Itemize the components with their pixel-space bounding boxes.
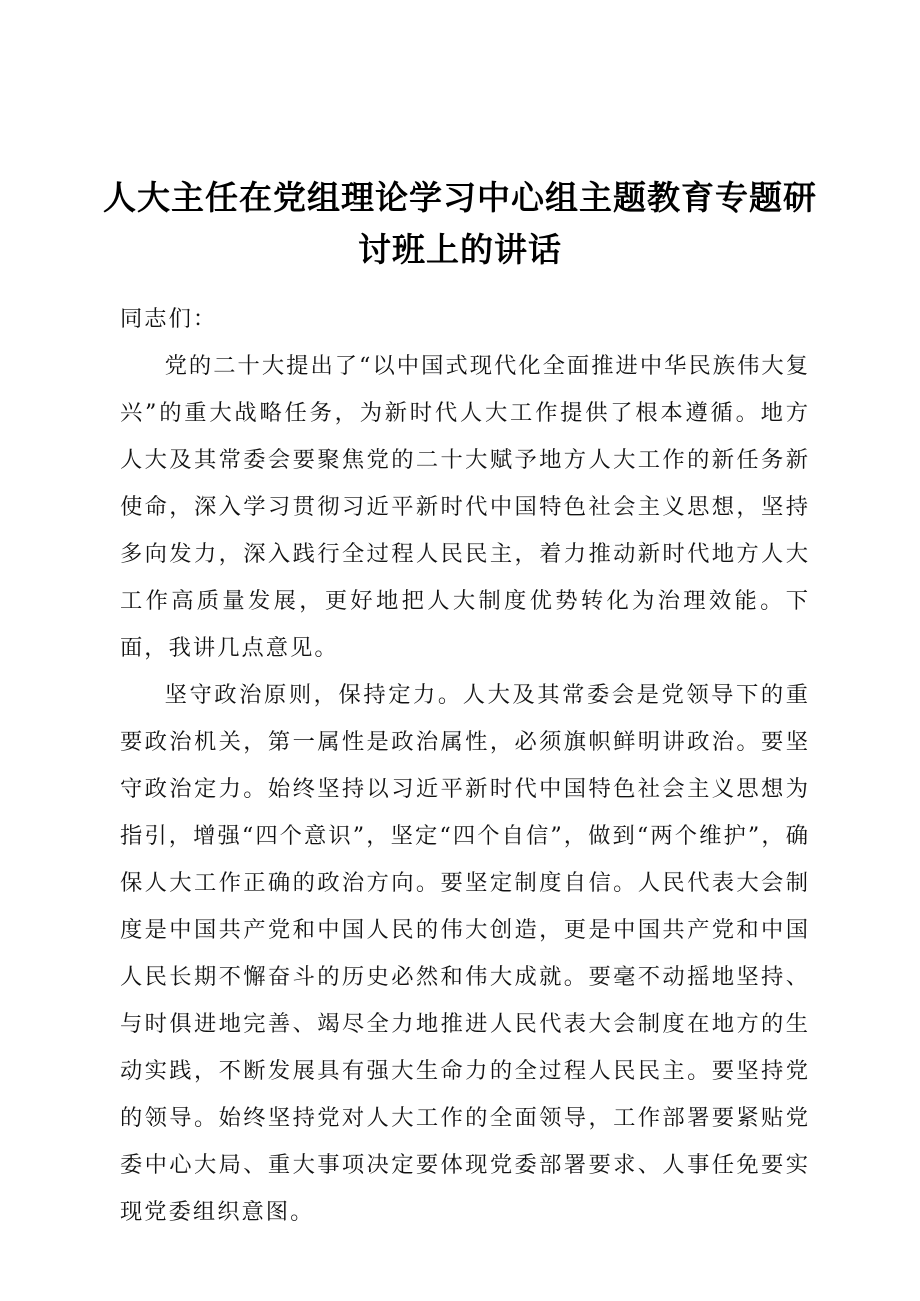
- salutation: 同志们：: [120, 306, 218, 332]
- paragraph-political-principles: 坚守政治原则，保持定力。人大及其常委会是党领导下的重要政治机关，第一属性是政治属性，必须旗帜鲜明讲政治。要坚守政治定力。始终坚持以习近平新时代中国特色社会主义思想为指引，增强“四个意识”，坚定“四个自信”，做到“两个维护”，确保人大工作正确的政治方向。要坚定制度自信。人民代表大会制度是中国共产党和中国人民的伟大创造，更是中国共产党和中国人民长期不懈奋斗的历史必然和伟大成就。要毫不动摇地坚持、与时俱进地完善、竭尽全力地推进人民代表大会制度在地方的生动实践，不断发展具有强大生命力的全过程人民民主。要坚持党的领导。始终坚持党对人大工作的全面领导，工作部署要紧贴党委中心大局、重大事项决定要体现党委部署要求、人事任免要实现党委组织意图。: [120, 682, 810, 1225]
- document-title: 人大主任在党组理论学习中心组主题教育专题研讨班上的讲话: [103, 178, 817, 269]
- document-body: [120, 296, 810, 1236]
- paragraph-intro: 党的二十大提出了“以中国式现代化全面推进中华民族伟大复兴”的重大战略任务，为新时代人大工作提供了根本遵循。地方人大及其常委会要聚焦党的二十大赋予地方人大工作的新任务新使命，深入学习贯彻习近平新时代中国特色社会主义思想，坚持多向发力，深入践行全过程人民民主，着力推动新时代地方人大工作高质量发展，更好地把人大制度优势转化为治理效能。下面，我讲几点意见。: [120, 353, 810, 661]
